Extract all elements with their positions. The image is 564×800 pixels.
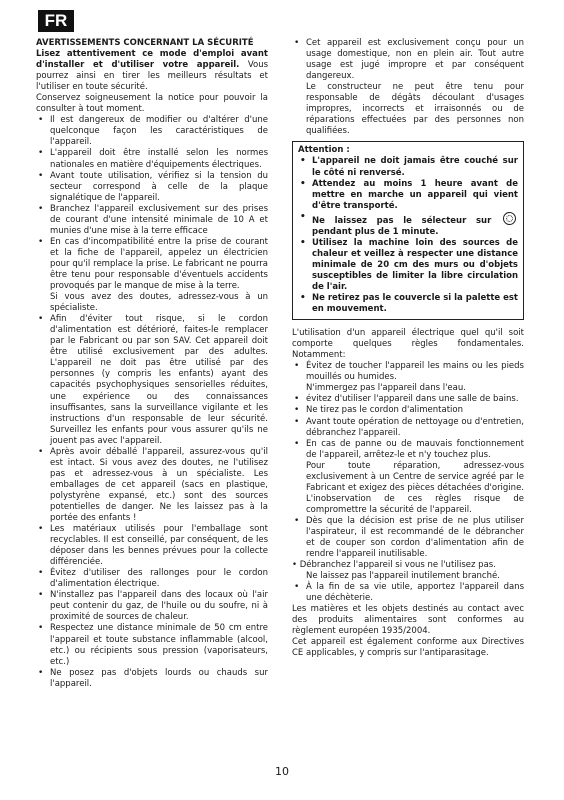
list-item-text: Évitez de toucher l'appareil les mains ou les pieds mouillés ou humides. <box>306 361 524 383</box>
list-item <box>292 439 524 516</box>
list-item: • évitez d'utiliser l'appareil dans une salle de bains. <box>292 394 524 405</box>
list-item: • L'appareil doit être installé selon les normes nationales en matière d'équipements électriques. <box>36 148 268 170</box>
list-item: • À la fin de sa vie utile, apportez l'appareil dans une déchèterie. <box>292 582 524 604</box>
list-item: • Ne posez pas d'objets lourds ou chauds sur l'appareil. <box>36 668 268 690</box>
list-item: • L'appareil ne doit jamais être couché sur le côté ni renversé. <box>298 156 518 178</box>
right-column <box>292 38 524 660</box>
list-item-extra: Si vous avez des doutes, adressez-vous à un spécialiste. <box>50 292 268 314</box>
attention-list <box>298 156 518 315</box>
language-tab: FR <box>38 10 74 32</box>
list-item: • Avant toute opération de nettoyage ou d'entretien, débranchez l'appareil. <box>292 417 524 439</box>
list-item: • Ne tirez pas le cordon d'alimentation <box>292 405 524 416</box>
attention-box <box>292 141 524 320</box>
keep-paragraph: Conservez soigneusement la notice pour pouvoir la consulter à tout moment. <box>36 93 268 115</box>
page-number: 10 <box>275 765 289 778</box>
ce-paragraph: Cet appareil est également conforme aux Directives CE applicables, y compris sur l'antiparasitage. <box>292 637 524 659</box>
list-item <box>292 361 524 394</box>
knob-text-before: Ne laissez pas le sélecteur sur <box>312 215 492 226</box>
list-item: • Les matériaux utilisés pour l'emballage sont recyclables. Il est conseillé, par conséquent, de les déposer dans les bennes prévues pour la collecte différenciée. <box>36 524 268 568</box>
list-item: • Avant toute utilisation, vérifiez si la tension du secteur correspond à celle de la plaque signalétique de l'appareil. <box>36 171 268 204</box>
list-item-extra: Pour toute réparation, adressez-vous exclusivement à un Centre de service agréé par le Fabricant et exigez des pièces détachées d'origine. L'inobservation de ces règles risque de compromettre la sécurité de l'appareil. <box>306 460 524 515</box>
intro-bold: Lisez attentivement ce mode d'emploi avant d'installer et d'utiliser votre appareil. <box>36 49 268 71</box>
list-item: • Utilisez la machine loin des sources de chaleur et veillez à respecter une distance minimale de 20 cm des murs ou d'objets susceptibles de limiter la libre circulation de l'air. <box>298 238 518 293</box>
list-item: • Afin d'éviter tout risque, si le cordon d'alimentation est détérioré, faites-le remplacer par le Fabricant ou par son SAV. Cet appareil doit être utilisé exclusivement par des adultes. L'appareil ne doit pas être utilisé par des personnes (y compris les enfants) ayant des capacités psychophysiques sensorielles réduites, une expérience ou des connaissances insuffisantes, sans la surveillance vigilante et les instructions d'un responsable de leur sécurité. Surveillez les enfants pour vous assurer qu'ils ne jouent pas avec l'appareil. <box>36 314 268 447</box>
end-of-life-list <box>292 582 524 604</box>
intro-paragraph <box>36 49 268 93</box>
selector-knob-icon <box>503 212 516 225</box>
knob-text-after: pendant plus de 1 minute. <box>312 226 439 237</box>
usage-intro: L'utilisation d'un appareil électrique quel qu'il soit comporte quelques règles fondamentales. Notamment: <box>292 328 524 361</box>
list-item: • Après avoir déballé l'appareil, assurez-vous qu'il est intact. Si vous avez des doutes, ne l'utilisez pas et adressez-vous à un spécialiste. Les emballages de cet appareil (sacs en plastique, polystyrène expansé, etc.) sont des sources potentielles de danger. Ne les laissez pas à la portée des enfants ! <box>36 447 268 524</box>
list-item <box>292 38 524 137</box>
list-item: • N'installez pas l'appareil dans des locaux où l'air peut contenir du gaz, de l'huile ou du soufre, ni à proximité de sources de chaleur. <box>36 590 268 623</box>
list-item: • Attendez au moins 1 heure avant de mettre en marche un appareil qui vient d'être transporté. <box>298 179 518 212</box>
unplug-line: • Débranchez l'appareil si vous ne l'utilisez pas. <box>292 560 496 571</box>
usage-top-list <box>292 38 524 137</box>
list-item-text: En cas de panne ou de mauvais fonctionnement de l'appareil, arrêtez-le et n'y touchez plus. <box>306 438 524 460</box>
attention-title: Attention : <box>298 145 350 156</box>
list-item: • Respectez une distance minimale de 50 cm entre l'appareil et toute substance inflammable (alcool, etc.) ou récipients sous pression (vaporisateurs, etc.) <box>36 623 268 667</box>
list-item: • Il est dangereux de modifier ou d'altérer d'une quelconque façon les caractéristiques de l'appareil. <box>36 115 268 148</box>
list-item-text: En cas d'incompatibilité entre la prise de courant et la fiche de l'appareil, appelez un électricien pour qu'il remplace la prise. Le fabricant ne pourra être tenu pour responsable d'éventuels accidents provoqués par le manque de mise à la terre. <box>50 236 268 292</box>
safety-list <box>36 115 268 689</box>
list-item-extra: N'immergez pas l'appareil dans l'eau. <box>306 383 466 394</box>
list-item: • Branchez l'appareil exclusivement sur des prises de courant d'une intensité minimale de 10 A et munies d'une mise à la terre efficace <box>36 204 268 237</box>
list-item: • Ne retirez pas le couvercle si la palette est en mouvement. <box>298 293 518 315</box>
list-item: • Dès que la décision est prise de ne plus utiliser l'aspirateur, il est recommandé de le débrancher et de couper son cordon d'alimentation afin de rendre l'appareil inutilisable. <box>292 516 524 560</box>
safety-title: AVERTISSEMENTS CONCERNANT LA SÉCURITÉ <box>36 38 254 48</box>
list-item <box>298 212 518 238</box>
usage-list <box>292 361 524 560</box>
list-item: • Évitez d'utiliser des rallonges pour le cordon d'alimentation électrique. <box>36 568 268 590</box>
materials-paragraph: Les matières et les objets destinés au contact avec des produits alimentaires sont conformes au règlement européen 1935/2004. <box>292 604 524 637</box>
intro-rest: Vous pourrez ainsi en tirer les meilleurs résultats et l'utiliser en toute sécurité. <box>36 60 269 93</box>
left-column <box>36 38 268 690</box>
unplug-extra: Ne laissez pas l'appareil inutilement branché. <box>306 571 500 582</box>
list-item <box>36 237 268 314</box>
list-item-extra: Le constructeur ne peut être tenu pour responsable de dégâts découlant d'usages impropres, incorrects et irraisonnés ou de réparations effectuées par des personnes non qualifiées. <box>306 82 524 137</box>
list-item-text: Cet appareil est exclusivement conçu pour un usage domestique, non en plein air. Tout autre usage est jugé impropre et par conséquent dangereux. <box>306 38 524 82</box>
